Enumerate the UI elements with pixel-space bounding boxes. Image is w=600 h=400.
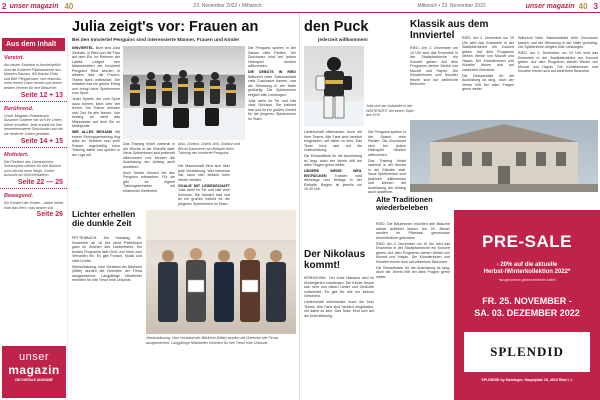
ad-fine-print: *ausgenommen gekennzeichnete Artikel <box>498 278 556 282</box>
ad-discount-line-2: Herbst-/Winterkollektion 2022* <box>483 269 571 275</box>
brand-right: unser magazin <box>525 2 575 10</box>
traditions-headline: Alte Traditionen wiederbeleben <box>376 195 433 212</box>
goalie-illustration <box>304 46 364 126</box>
logo-line-3: DIE DIGITALE AUSGABE <box>15 378 53 382</box>
ad-brand-box <box>464 332 590 372</box>
sidebar-section-heading: Vereint. <box>4 55 24 61</box>
magazine-logo <box>2 346 66 398</box>
award-photo <box>146 210 296 334</box>
sidebar-section-page: Seite 26 <box>36 211 63 219</box>
ad-brand: SPLENDID <box>490 344 564 359</box>
ad-dates-line-1: FR. 25. NOVEMBER - <box>482 296 572 306</box>
main-subheadline-part2: jederzeit willkommen! <box>318 38 368 43</box>
sidebar-section-3[interactable] <box>0 148 67 189</box>
page-fold <box>299 13 300 400</box>
article-column-3: Die Mannschaft freut sich über jede Verstärkung. Wer Interesse hat, kann sich einfach beim Verein melden. GOALIE MIT LEIDENSCHAFT Julia steht im Tor und hält viele Schüsse. Sie trainiert hart und ist ein großes Vorbild für die jüngeren Spielerinnen im Team. <box>178 164 230 206</box>
header-right <box>330 0 598 12</box>
ad-address: SPLENDID by Maininger, Hauptplatz 28, 4910 Ried i. I. <box>481 378 573 382</box>
right-article-text-3: Während beim Saisonauftakt viele Zuschauer kamen, war die Stimmung in der Halle großartig. Die Spielerinnen zeigten tolle Leistungen. RIED. Am 2. Dezember um 19 Uhr wird das Ensemble in der Stadtpfarrkirche ein Konzert geben. Auf dem Programm stehen Werke von Mozart und Haydn. Die Künstlerinnen und Künstler freuen sich auf zahlreiche Besucher. <box>518 36 598 73</box>
sidebar-section-page: Seite 22 — 25 <box>17 178 63 186</box>
sidebar-section-text: Ein Konzert der Kinder – dabei erlebt man das Herz, was tanzen soll. <box>4 200 63 210</box>
lower-article-text: PETTENBACH. Am Samstag, 26. November ab 16 Uhr steht Pettenbach ganz im Zeichen des Lichterfestes. Ein buntes Programm lädt Groß und Klein zum Verweilen ein. Es gibt Punsch, Musik und viele Lichter. Wertschätzung. Vom Vorstand der Bäckerei (Mitte) wurden die Geehrten der Firma ausgezeichnet. Langjährige Mitarbeiter erhielten für ihre Treue eine Urkunde. <box>72 236 142 282</box>
header-date-right: Mittwoch • 23. November 2022 <box>417 3 486 9</box>
award-photo-caption: Wertschätzung. Vom Vorstand der Bäckerei (Mitte) wurden die Geehrten der Firma ausgezeichnet. Langjährige Mitarbeiter erhielten für ihre Treue eine Urkunde. <box>146 336 278 345</box>
award-photo-illustration <box>146 210 296 334</box>
sidebar-section-heading: Bewegend. <box>4 192 34 199</box>
church-illustration <box>410 120 598 192</box>
right-headline: Klassik aus dem Innviertel <box>410 19 489 41</box>
church-photo <box>410 120 598 192</box>
sidebar-section-text: Unser Magazin-Redakteurin Susanne Gaderer hat sich ihr Leben früher schaffen. Jetzt erzählt sie ihre bemerkenswerte Geschichte und wie sie heute ihr Leben gestaltet. <box>4 113 63 136</box>
nikolaus-headline: Der Nikolaus kommt! <box>304 249 366 271</box>
right-article-text: RIED. Am 2. Dezember um 19 Uhr wird das Ensemble in der Stadtpfarrkirche ein Konzert geben. Auf dem Programm stehen Werke von Mozart und Haydn. Die Künstlerinnen und Künstler freuen sich auf zahlreiche Besucher. <box>410 46 458 86</box>
team-photo-illustration <box>123 46 245 140</box>
header-rule <box>0 12 600 13</box>
ad-title: PRE-SALE <box>482 232 572 251</box>
header-date-left: 23. November 2022 • Mittwoch <box>193 3 262 9</box>
sidebar-section-1[interactable] <box>0 51 67 102</box>
presale-ad[interactable] <box>454 210 600 400</box>
article-column-5: Liederschaft miteinander. Auch die Ihrer Teams. Alle Fans sind herzlich eingeladen, mit dabei zu sein. Das Team freut sich auf die Unterstützung. Die Einkaufsliste für die Ausrüstung ist lang, doch der Verein hilft bei allen Fragen gerne weiter. UNSERE WEISE WEIL ENTRÜCKEN Trainiert wird dienstags und freitags in der Eishalle. Beginn ist jeweils um 19.30 Uhr. <box>304 130 363 191</box>
mid-right-column: Die Penguins spielen in der Saison viele Partien. Die Zuschauer sind bei jedem Heimspiel herzlich willkommen. Das Training findet zweimal in der Woche in der Eishalle statt. Neue Spielerinnen sind jederzeit willkommen und können die Ausrüstung am Anfang auch ausleihen. <box>368 130 406 194</box>
sidebar-title: Aus dem Inhalt <box>2 38 65 51</box>
anniversary-badge-left: 40 <box>64 1 74 11</box>
article-column-2: Das Training findet zweimal in der Woche in der Eishalle statt. Neue Spielerinnen sind jederzeit willkommen und können die Ausrüstung am Anfang auch ausleihen. Auch Kinder können bei den Penguins mitmachen. Für sie gibt es eigene Trainingseinheiten mit erfahrenen Betreuern. <box>123 142 175 193</box>
article-column-1: INNVIERTEL. Bunt sind Julia Zielinski, in Ried und die Frau auf dem Eis. Im Rahmen der Ladies League den Mannschaften der Innviertel Penguins Ried wurden in diesem Jahr die Frauen-Teams stark unterstützt. Die Initiative war ein großer Erfolg und bringt neue Spielerinnen zum Sport. Jeder Spieler, der zum Sport dazu kommt, kann sehr viel lernen. Die Trainer nehmen sich Zeit für alle Neuen. Von Anfang an steht das Miteinander auf dem Eis im Mittelpunkt. WIE ALLES BEGANN Mit einem Schnuppertraining fing alles an. Seitdem sind viele Frauen regelmäßig beim Training dabei und spielen in der Liga mit. <box>72 46 121 157</box>
sidebar-section-page: Seite 12 + 13 <box>20 91 63 99</box>
sidebar-section-page: Seite 14 + 15 <box>20 137 63 145</box>
goalie-photo <box>304 46 364 126</box>
anniversary-badge-right: 40 <box>578 1 588 11</box>
sidebar-section-text: Am neuen Standort in Arnsteinpfühl sind die früheren Filialstandorte aus Massen-Sassen, IMI Wacke-Fiebl und BMI Pfingstrosen, nun erstmals unter einem Dach vereint und bieten beiden Vereine für ihre Besucher. <box>4 63 62 90</box>
sidebar-section-heading: Motiviert. <box>4 151 29 158</box>
page-number-right: 3 <box>593 1 598 11</box>
team-photo-caption: Also, Gordon, Gisela Jöhl, Gollanz und Bernd Sauerwein am Beispiel beim Training der Innviertel Penguins <box>178 142 240 155</box>
header-left <box>2 0 292 12</box>
page-number-left: 2 <box>2 1 7 11</box>
team-photo <box>123 46 245 140</box>
goalie-photo-caption: Julia und der Aufsteller in der WINTERZEIT bei einem Spiel des EHC <box>366 104 414 117</box>
right-article-text-2: RIED. Am 2. Dezember um 19 Uhr wird das Ensemble in der Stadtpfarrkirche ein Konzert geben. Auf dem Programm stehen Werke von Mozart und Haydn. Die Künstlerinnen und Künstler freuen sich auf zahlreiche Besucher. Die Einkaufsliste für die Ausrüstung ist lang, doch der Verein hilft bei allen Fragen gerne weiter. <box>462 36 514 91</box>
traditions-text: RIED. Die Bäuerinnen möchten alte Bräuche wieder aufleben lassen. Am 24. Jänner werden im Pfarrsaal gemeinsam Adventkränze gebunden. RIED. Am 2. Dezember um 19 Uhr wird das Ensemble in der Stadtpfarrkirche ein Konzert geben. Auf dem Programm stehen Werke von Mozart und Haydn. Die Künstlerinnen und Künstler freuen sich auf zahlreiche Besucher. Die Einkaufsliste für die Ausrüstung ist lang, doch der Verein hilft bei allen Fragen gerne weiter. <box>376 222 450 279</box>
lower-headline: Lichter erhellen die dunkle Zeit <box>72 209 136 228</box>
logo-line-2: magazin <box>8 363 60 377</box>
main-subheadline-part1: Bei den Innviertel Penguins sind interessierte Männer, Frauen und Kinder <box>72 38 240 43</box>
article-column-4: Die Penguins spielen in der Saison viele Partien. Die Zuschauer sind bei jedem Heimspiel herzlich willkommen. DIE DEBÜTS IN RIED Während beim Saisonauftakt viele Zuschauer kamen, war die Stimmung in der Halle großartig. Die Spielerinnen zeigten tolle Leistungen. Julia steht im Tor und hält viele Schüsse. Sie trainiert hart und ist ein großes Vorbild für die jüngeren Spielerinnen im Team. <box>248 46 296 121</box>
sidebar-section-2[interactable] <box>0 102 67 148</box>
logo-line-1: unser <box>18 351 50 363</box>
nikolaus-text: MÖRSCHWIL. Der erste Nikolaus wird im Kindergarten empfangen. Die Kinder freuen sich sehr und haben Lieder und Gedichte vorbereitet. Es gibt für alle ein kleines Geschenk. Liederschaft miteinander. Auch die Ihrer Teams. Alle Fans sind herzlich eingeladen, mit dabei zu sein. Das Team freut sich auf die Unterstützung. <box>304 276 374 318</box>
ad-discount-line-1: - 20% auf die aktuelle <box>496 262 558 268</box>
main-headline-part1: Julia zeigt's vor: Frauen an <box>72 19 259 35</box>
sidebar-section-heading: Berührend. <box>4 105 34 112</box>
sidebar-section-4[interactable] <box>0 189 67 220</box>
ad-dates-line-2: SA. 03. DEZEMBER 2022 <box>474 308 580 318</box>
main-headline-part2: den Puck <box>304 19 369 35</box>
sidebar-section-text: Die Floristen des Ozeanischen Schauspiels wählen für ihre Blumen zum Advent neue Wege. Große Auswahl an Geschenkideen. <box>4 159 62 178</box>
brand-left: unser magazin <box>9 2 59 10</box>
